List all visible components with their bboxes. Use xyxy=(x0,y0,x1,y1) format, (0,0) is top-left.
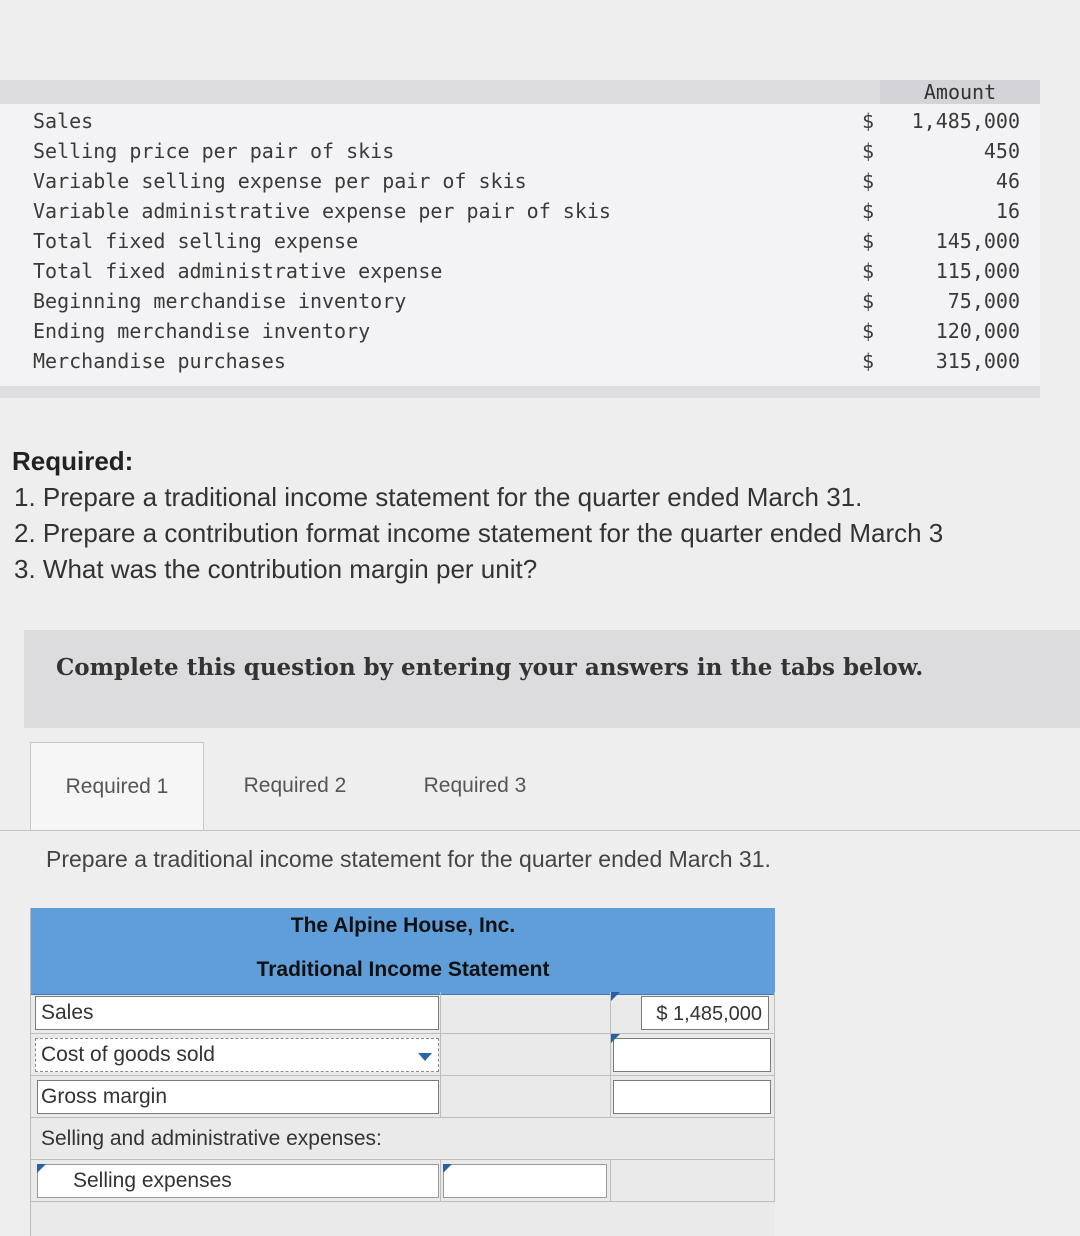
tab-label: Required 3 xyxy=(423,774,527,797)
label-cell xyxy=(31,1076,441,1118)
data-row-fixed-admin xyxy=(0,256,1040,286)
row-value: 75,000 xyxy=(947,289,1020,313)
statement-title: Traditional Income Statement xyxy=(256,958,550,981)
instruction-banner xyxy=(24,630,1080,728)
row-currency: $ xyxy=(862,259,875,283)
row-value: 145,000 xyxy=(935,229,1020,253)
data-row-selling-price xyxy=(0,136,1040,166)
amount-cell xyxy=(611,1160,775,1202)
row-label: Variable selling expense per pair of skis xyxy=(33,169,527,193)
row-currency: $ xyxy=(862,289,875,313)
amount-cell xyxy=(611,1118,775,1160)
data-row-beginning-inventory xyxy=(0,286,1040,316)
flag-marker xyxy=(37,1164,46,1173)
row-label: Sales xyxy=(41,1001,94,1024)
data-row-fixed-selling xyxy=(0,226,1040,256)
required-item-2: 2. Prepare a contribution format income statement for the quarter ended March 3 xyxy=(14,518,944,548)
middle-cell xyxy=(441,1076,611,1118)
row-label: Cost of goods sold xyxy=(41,1043,215,1066)
tab-required-3[interactable] xyxy=(390,742,560,830)
row-label: Selling price per pair of skis xyxy=(33,139,395,163)
cogs-amount-input[interactable] xyxy=(613,1038,771,1072)
row-currency: $ xyxy=(862,199,875,223)
statement-header xyxy=(31,908,775,995)
label-cell xyxy=(31,1118,611,1160)
amount-column-header: Amount xyxy=(880,80,1040,104)
row-currency: $ xyxy=(862,139,875,163)
tab-label: Required 1 xyxy=(65,775,169,798)
data-row-variable-selling xyxy=(0,166,1040,196)
sales-amount-field xyxy=(641,996,769,1030)
row-value: 115,000 xyxy=(935,259,1020,283)
row-value: 315,000 xyxy=(935,349,1020,373)
tab-required-1[interactable] xyxy=(30,742,204,831)
flag-marker xyxy=(611,1034,620,1043)
instruction-text: Complete this question by entering your answers in the tabs below. xyxy=(56,654,924,681)
row-label: Selling and administrative expenses: xyxy=(41,1127,382,1150)
data-row-purchases xyxy=(0,346,1040,376)
table-footer-strip xyxy=(0,386,1040,398)
row-value: 46 xyxy=(995,169,1020,193)
row-label: Sales xyxy=(33,109,94,133)
label-cell[interactable] xyxy=(31,1160,441,1202)
row-currency: $ xyxy=(862,229,875,253)
row-currency: $ xyxy=(862,109,875,133)
selling-expenses-input[interactable] xyxy=(443,1164,607,1198)
flag-marker xyxy=(443,1164,452,1173)
middle-cell xyxy=(441,992,611,1034)
amount-cell xyxy=(611,992,775,1034)
row-currency: $ xyxy=(862,349,875,373)
data-row-ending-inventory xyxy=(0,316,1040,346)
statement-row-sales xyxy=(31,992,775,1034)
row-currency: $ xyxy=(862,319,875,343)
gross-margin-input[interactable] xyxy=(613,1080,771,1114)
middle-cell xyxy=(441,1034,611,1076)
required-heading: Required: xyxy=(12,446,134,476)
row-label: Total fixed administrative expense xyxy=(33,259,443,283)
statement-row-cogs xyxy=(31,1034,775,1076)
row-label: Gross margin xyxy=(41,1085,168,1108)
statement-row-sga-heading xyxy=(31,1118,775,1160)
row-label: Ending merchandise inventory xyxy=(33,319,371,343)
label-cell[interactable] xyxy=(31,1034,441,1076)
label-cell xyxy=(31,992,441,1034)
middle-cell[interactable] xyxy=(441,1160,611,1202)
row-label: Total fixed selling expense xyxy=(33,229,359,253)
required-item-3: 3. What was the contribution margin per unit? xyxy=(14,554,538,584)
tab-required-2[interactable] xyxy=(210,742,380,830)
data-row-variable-admin xyxy=(0,196,1040,226)
row-label: Variable administrative expense per pair of skis xyxy=(33,199,611,223)
row-value: 120,000 xyxy=(935,319,1020,343)
tab-label: Required 2 xyxy=(243,774,347,797)
required-item-1: 1. Prepare a traditional income statement for the quarter ended March 31. xyxy=(14,482,863,512)
row-label: Selling expenses xyxy=(73,1169,232,1192)
tabs-divider xyxy=(0,830,1080,831)
row-label: Beginning merchandise inventory xyxy=(33,289,407,313)
statement-row-gross-margin xyxy=(31,1076,775,1118)
row-value: 1,485,000 xyxy=(911,109,1020,133)
amount-cell[interactable] xyxy=(611,1076,775,1118)
income-statement-table xyxy=(30,908,775,1236)
given-data-table xyxy=(0,80,1040,398)
row-value: 450 xyxy=(983,139,1020,163)
chevron-down-icon xyxy=(418,1053,432,1061)
tab-prompt: Prepare a traditional income statement for the quarter ended March 31. xyxy=(46,846,771,872)
statement-row-selling-expenses xyxy=(31,1160,775,1202)
amount-cell[interactable] xyxy=(611,1034,775,1076)
row-label: Merchandise purchases xyxy=(33,349,286,373)
sales-amount: $ 1,485,000 xyxy=(656,1003,762,1025)
flag-marker xyxy=(611,992,620,1001)
label-field xyxy=(35,996,439,1030)
row-currency: $ xyxy=(862,169,875,193)
data-row-sales xyxy=(0,106,1040,136)
row-value: 16 xyxy=(995,199,1020,223)
company-name: The Alpine House, Inc. xyxy=(290,914,516,937)
